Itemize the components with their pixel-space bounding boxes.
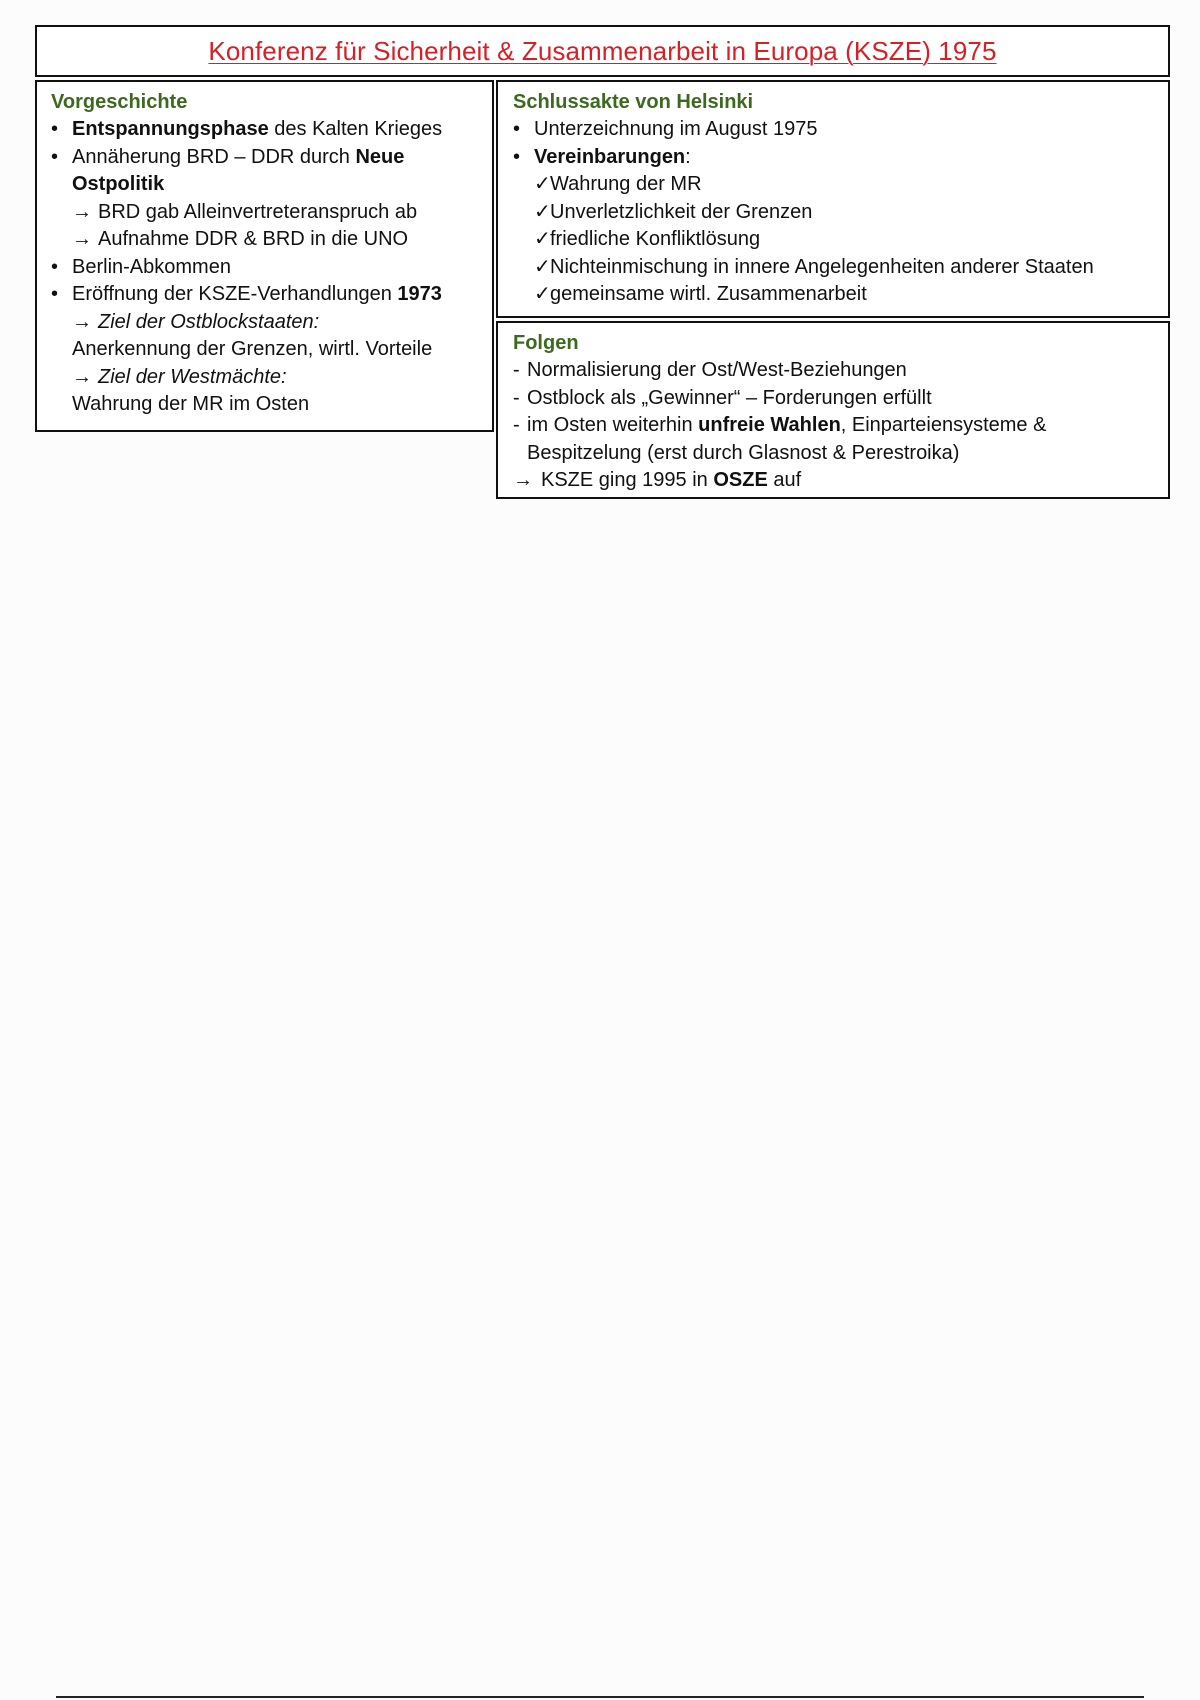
text: Ostblock als „Gewinner“ – Forderungen erfüllt xyxy=(527,386,932,409)
list-item xyxy=(513,467,1168,495)
bold-text: Entspannungsphase xyxy=(72,118,269,140)
checkmark-icon: ✓ xyxy=(534,173,551,195)
text: KSZE ging 1995 in xyxy=(541,469,714,491)
text: BRD gab Alleinvertreteranspruch ab xyxy=(98,200,418,223)
vorgeschichte-section xyxy=(35,80,494,432)
bold-text: Neue xyxy=(355,145,405,168)
sub-item xyxy=(51,199,492,227)
text: friedliche Konfliktlösung xyxy=(550,228,761,250)
list-item xyxy=(513,412,1168,440)
bold-text: Vereinbarungen xyxy=(534,145,686,168)
list-item xyxy=(513,385,1168,413)
check-item xyxy=(513,171,1168,199)
bold-text: OSZE xyxy=(713,469,768,491)
text: Bespitzelung (erst durch Glasnost & Perestroika) xyxy=(527,441,960,464)
arrow-right-icon: → xyxy=(72,200,92,223)
text: Anerkennung der Grenzen, wirtl. Vorteile xyxy=(72,338,433,360)
checkmark-icon: ✓ xyxy=(534,200,551,223)
text: Eröffnung der KSZE-Verhandlungen xyxy=(72,283,398,305)
list-item xyxy=(51,116,492,144)
bullet-icon: • xyxy=(513,145,521,168)
text: Annäherung BRD – DDR durch xyxy=(72,145,356,168)
folgen-heading: Folgen xyxy=(513,332,579,354)
list-item xyxy=(51,281,492,309)
vorgeschichte-heading: Vorgeschichte xyxy=(51,91,188,113)
page-title: Konferenz für Sicherheit & Zusammenarbeit in Europa (KSZE) 1975 xyxy=(208,35,997,66)
bold-text: Ostpolitik xyxy=(72,173,165,195)
footer-divider xyxy=(56,1696,1144,1698)
check-item xyxy=(513,226,1168,254)
text: auf xyxy=(767,469,802,491)
schlussakte-heading: Schlussakte von Helsinki xyxy=(513,91,754,113)
sub-item xyxy=(51,364,492,392)
folgen-section xyxy=(496,321,1170,499)
list-item xyxy=(51,254,492,282)
arrow-right-icon: → xyxy=(72,228,92,250)
dash-icon: - xyxy=(513,359,520,381)
dash-icon: - xyxy=(513,414,520,436)
text: , Einparteiensysteme & xyxy=(840,414,1047,436)
checkmark-icon: ✓ xyxy=(534,228,551,250)
title-box xyxy=(35,25,1170,77)
bullet-icon: • xyxy=(513,118,521,140)
list-item xyxy=(51,144,492,172)
text: im Osten weiterhin xyxy=(527,414,699,436)
bullet-icon: • xyxy=(51,118,59,140)
bold-text: unfreie Wahlen xyxy=(698,414,841,436)
sub-item xyxy=(51,309,492,337)
list-item-continuation xyxy=(513,440,1168,468)
text: Unterzeichnung im August 1975 xyxy=(534,118,818,140)
italic-text: Ziel der Westmächte: xyxy=(98,365,287,388)
text: des Kalten Krieges xyxy=(268,118,443,140)
sub-item-text xyxy=(51,336,492,364)
text: Wahrung der MR xyxy=(550,173,702,195)
check-item xyxy=(513,199,1168,227)
sub-item-text xyxy=(51,391,492,419)
bullet-icon: • xyxy=(51,283,59,305)
arrow-right-icon: → xyxy=(72,365,92,388)
arrow-right-icon: → xyxy=(72,310,92,333)
check-item xyxy=(513,281,1168,309)
text: Aufnahme DDR & BRD in die UNO xyxy=(98,228,409,250)
checkmark-icon: ✓ xyxy=(534,255,551,278)
schlussakte-section xyxy=(496,80,1170,318)
dash-icon: - xyxy=(513,386,520,409)
text: : xyxy=(685,145,691,168)
bullet-icon: • xyxy=(51,255,59,278)
check-item xyxy=(513,254,1168,282)
text: Wahrung der MR im Osten xyxy=(72,393,310,415)
text: gemeinsame wirtl. Zusammenarbeit xyxy=(550,283,867,305)
bold-text: 1973 xyxy=(397,283,442,305)
text: Nichteinmischung in innere Angelegenheiten anderer Staaten xyxy=(550,255,1094,278)
list-item-continuation xyxy=(51,171,492,199)
sub-item xyxy=(51,226,492,254)
text: Normalisierung der Ost/West-Beziehungen xyxy=(527,359,907,381)
italic-text: Ziel der Ostblockstaaten: xyxy=(98,310,320,333)
text: Berlin-Abkommen xyxy=(72,255,231,278)
checkmark-icon: ✓ xyxy=(534,283,551,305)
arrow-right-icon: → xyxy=(513,469,533,491)
bullet-icon: • xyxy=(51,145,59,168)
list-item xyxy=(513,116,1168,144)
list-item xyxy=(513,357,1168,385)
text: Unverletzlichkeit der Grenzen xyxy=(550,200,813,223)
list-item xyxy=(513,144,1168,172)
